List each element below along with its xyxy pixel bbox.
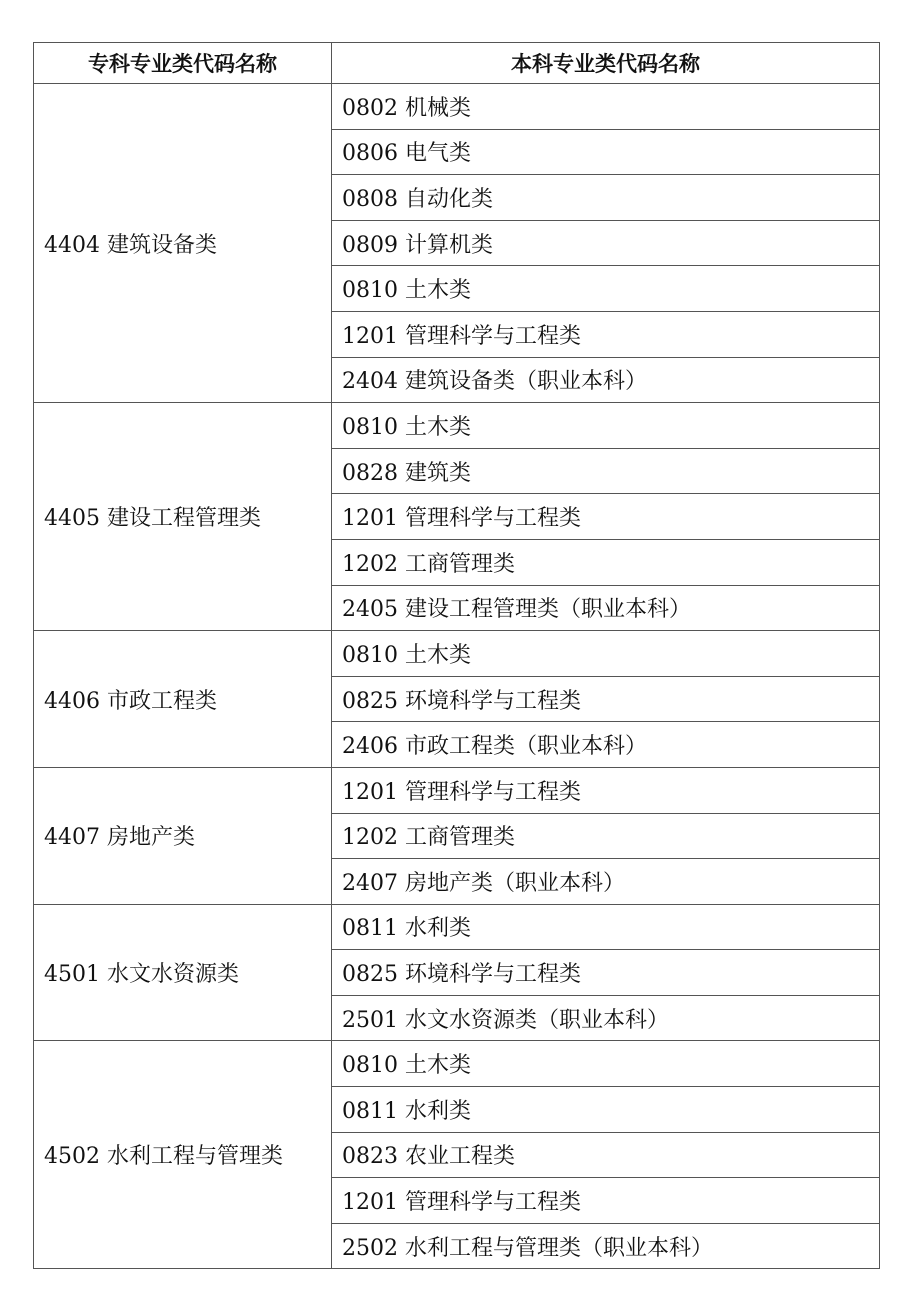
- table-row: [34, 403, 880, 449]
- vocational-category-cell: 4406 市政工程类: [34, 631, 332, 768]
- table-row: [34, 84, 880, 130]
- undergrad-category-cell: 0823 农业工程类: [332, 1132, 880, 1178]
- undergrad-category-cell: 2405 建设工程管理类（职业本科）: [332, 585, 880, 631]
- header-vocational: 专科专业类代码名称: [34, 43, 332, 84]
- undergrad-category-cell: 0825 环境科学与工程类: [332, 950, 880, 996]
- undergrad-category-cell: 0811 水利类: [332, 904, 880, 950]
- table-row: [34, 1041, 880, 1087]
- vocational-category-cell: 4405 建设工程管理类: [34, 403, 332, 631]
- undergrad-category-cell: 2407 房地产类（职业本科）: [332, 859, 880, 905]
- vocational-category-cell: 4404 建筑设备类: [34, 84, 332, 403]
- header-undergrad: 本科专业类代码名称: [332, 43, 880, 84]
- undergrad-category-cell: 0811 水利类: [332, 1087, 880, 1133]
- undergrad-category-cell: 0810 土木类: [332, 403, 880, 449]
- table-row: [34, 631, 880, 677]
- undergrad-category-cell: 2501 水文水资源类（职业本科）: [332, 995, 880, 1041]
- vocational-category-cell: 4501 水文水资源类: [34, 904, 332, 1041]
- undergrad-category-cell: 0802 机械类: [332, 84, 880, 130]
- undergrad-category-cell: 1201 管理科学与工程类: [332, 767, 880, 813]
- undergrad-category-cell: 0825 环境科学与工程类: [332, 676, 880, 722]
- undergrad-category-cell: 0808 自动化类: [332, 175, 880, 221]
- major-mapping-table: [33, 42, 880, 1269]
- undergrad-category-cell: 0806 电气类: [332, 129, 880, 175]
- undergrad-category-cell: 1201 管理科学与工程类: [332, 1178, 880, 1224]
- table-row: [34, 767, 880, 813]
- undergrad-category-cell: 2404 建筑设备类（职业本科）: [332, 357, 880, 403]
- table-row: [34, 904, 880, 950]
- undergrad-category-cell: 1202 工商管理类: [332, 539, 880, 585]
- undergrad-category-cell: 0810 土木类: [332, 266, 880, 312]
- undergrad-category-cell: 0810 土木类: [332, 631, 880, 677]
- undergrad-category-cell: 2406 市政工程类（职业本科）: [332, 722, 880, 768]
- vocational-category-cell: 4407 房地产类: [34, 767, 332, 904]
- table-body: [34, 84, 880, 1269]
- undergrad-category-cell: 0810 土木类: [332, 1041, 880, 1087]
- vocational-category-cell: 4502 水利工程与管理类: [34, 1041, 332, 1269]
- undergrad-category-cell: 1202 工商管理类: [332, 813, 880, 859]
- undergrad-category-cell: 1201 管理科学与工程类: [332, 494, 880, 540]
- undergrad-category-cell: 0809 计算机类: [332, 220, 880, 266]
- undergrad-category-cell: 2502 水利工程与管理类（职业本科）: [332, 1223, 880, 1269]
- undergrad-category-cell: 0828 建筑类: [332, 448, 880, 494]
- undergrad-category-cell: 1201 管理科学与工程类: [332, 311, 880, 357]
- header-row: [34, 43, 880, 84]
